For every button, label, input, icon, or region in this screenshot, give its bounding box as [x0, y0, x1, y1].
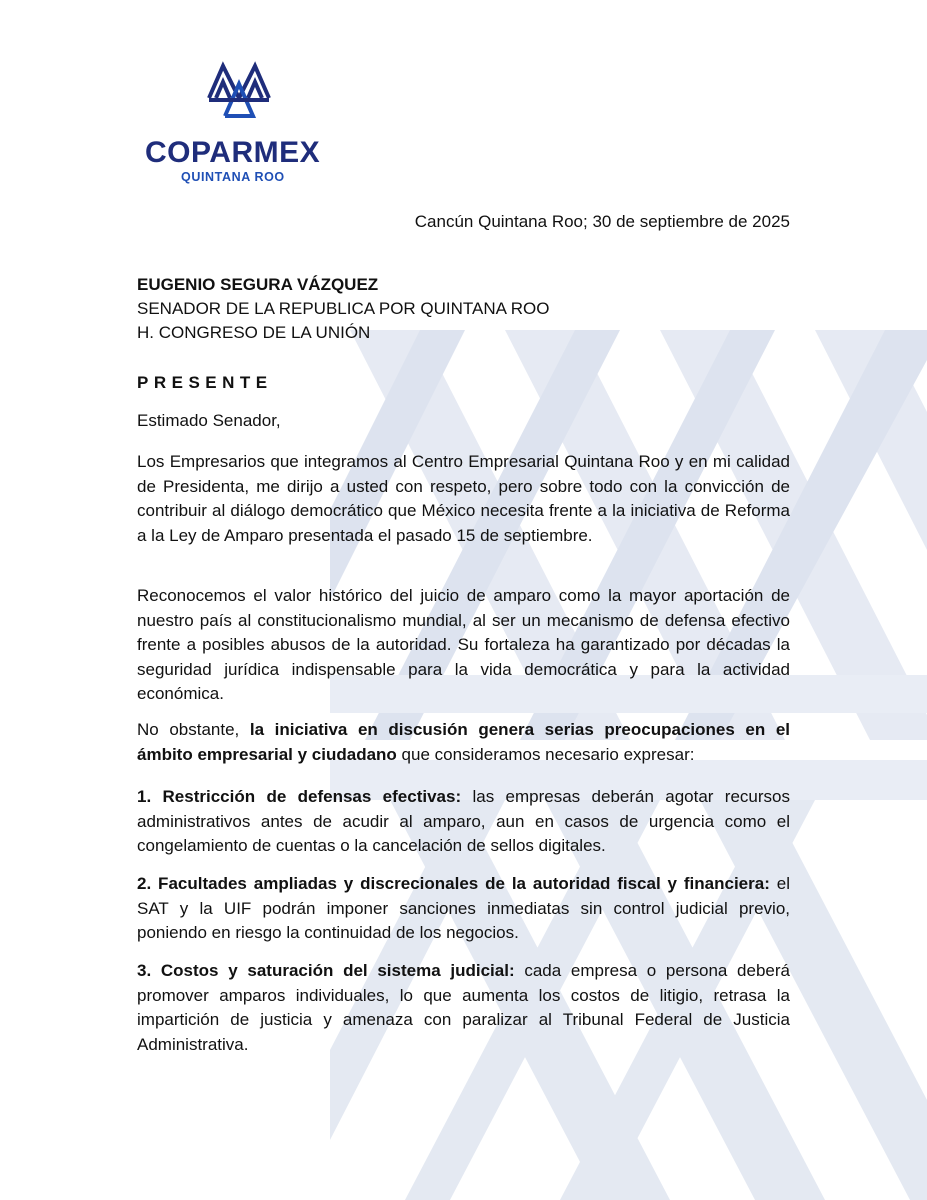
list-item-title: 2. Facultades ampliadas y discrecionales de la autoridad fiscal y financiera: [137, 874, 770, 893]
coparmex-logo-icon [205, 60, 273, 120]
recipient-organization: H. CONGRESO DE LA UNIÓN [137, 323, 371, 342]
logo-subtitle: QUINTANA ROO [181, 170, 285, 184]
greeting: Estimado Senador, [137, 411, 281, 430]
recipient-name: EUGENIO SEGURA VÁZQUEZ [137, 275, 379, 294]
list-item [137, 959, 790, 1057]
logo-wordmark: COPARMEX [145, 136, 321, 169]
paragraph-amparo-value: Reconocemos el valor histórico del juicio de amparo como la mayor aportación de nuestro país al constitucionalismo mundial, al ser un mecanismo de defensa efectivo frente a posibles abusos de la autoridad. Su fortaleza ha garantizado por décadas la seguridad jurídica indispensable para la vida democrática y para la actividad económica. [137, 586, 790, 703]
presente-heading: PRESENTE [137, 373, 273, 392]
recipient-block [137, 273, 790, 345]
list-item [137, 872, 790, 946]
list-item-title: 3. Costos y saturación del sistema judicial: [137, 961, 515, 980]
paragraph-concerns-bold: la iniciativa en discusión genera serias preocupaciones en el ámbito empresarial y ciudadano [137, 720, 790, 764]
list-item-title: 1. Restricción de defensas efectivas: [137, 787, 462, 806]
list-item-text: cada empresa o persona deberá promover amparos individuales, lo que aumenta los costos de litigio, retrasa la impartición de justicia y amenaza con paralizar al Tribunal Federal de Justicia Administrativa. [137, 961, 790, 1054]
list-item-text: las empresas deberán agotar recursos administrativos antes de acudir al amparo, aun en casos de urgencia como el congelamiento de cuentas o la cancelación de sellos digitales. [137, 787, 790, 855]
paragraph-concerns-intro: No obstante, [137, 720, 250, 739]
list-item-text: el SAT y la UIF podrán imponer sanciones inmediatas sin control judicial previo, poniendo en riesgo la continuidad de los negocios. [137, 874, 790, 942]
paragraph-concerns [137, 718, 790, 767]
paragraph-concerns-end: que consideramos necesario expresar: [396, 744, 695, 764]
list-item [137, 785, 790, 859]
paragraph-intro: Los Empresarios que integramos al Centro Empresarial Quintana Roo y en mi calidad de Presidenta, me dirijo a usted con respeto, pero sobre todo con la convicción de contribuir al diálogo democrático que México necesita frente a la iniciativa de Reforma a la Ley de Amparo presentada el pasado 15 de septiembre. [137, 452, 790, 545]
recipient-title: SENADOR DE LA REPUBLICA POR QUINTANA ROO [137, 299, 550, 318]
letter-date: Cancún Quintana Roo; 30 de septiembre de 2025 [414, 212, 790, 231]
